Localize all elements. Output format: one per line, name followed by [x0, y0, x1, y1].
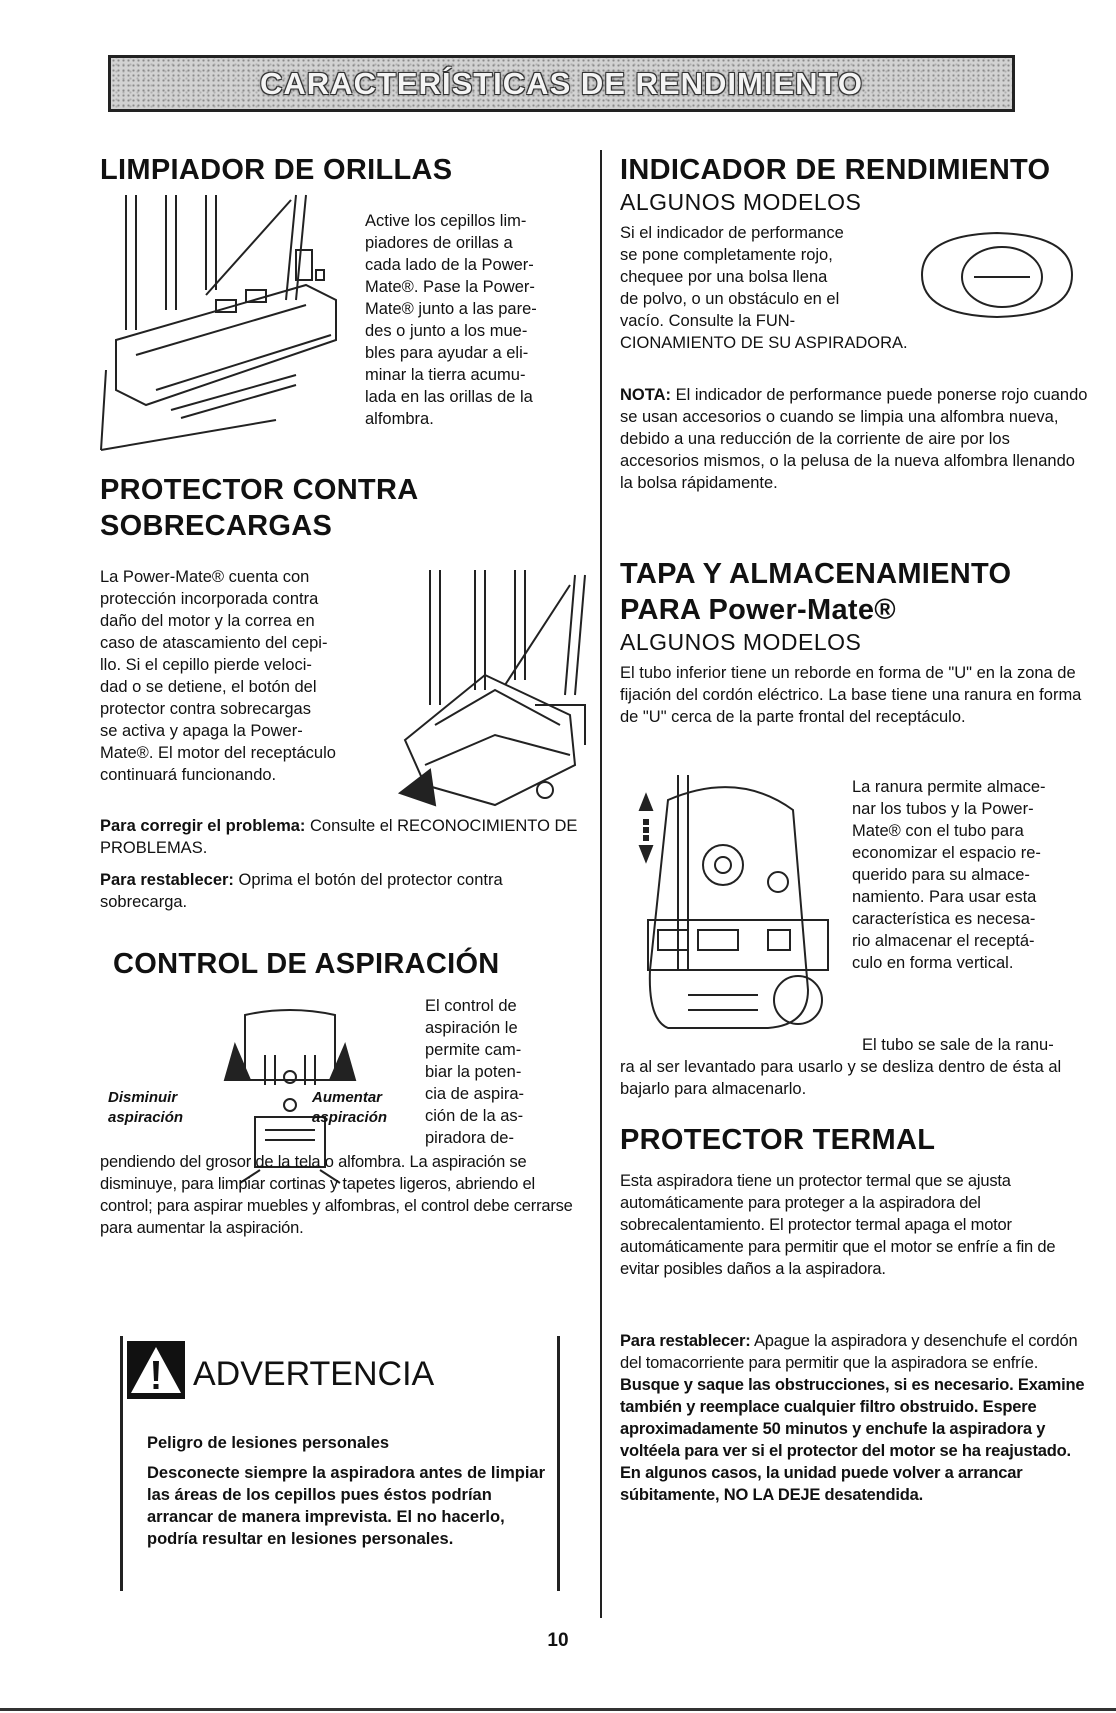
overload-correct-label: Para corregir el problema: — [100, 817, 306, 835]
overload-line: protección incorporada contra — [100, 590, 319, 608]
storage-tail-rest — [620, 1056, 1090, 1100]
thermal-text — [620, 1170, 1080, 1280]
warning-box — [120, 1336, 560, 1591]
overload-line: Mate®. El motor del receptáculo — [100, 744, 336, 762]
warning-title: ADVERTENCIA — [193, 1355, 435, 1393]
thermal-section — [620, 1122, 1100, 1158]
overload-line: llo. Si el cepillo pierde veloci- — [100, 656, 312, 674]
edge-cleaner-line: Active los cepillos lim- — [365, 212, 527, 230]
indicator-section — [620, 152, 1100, 216]
edge-cleaner-line: bles para ayudar a eli- — [365, 344, 529, 362]
indicator-note-paragraph — [620, 384, 1090, 494]
suction-text — [425, 995, 590, 1149]
edge-cleaner-line: piadores de orillas a — [365, 234, 513, 252]
suction-heading: CONTROL DE ASPIRACIÓN — [113, 948, 500, 980]
overload-line: protector contra sobrecargas — [100, 700, 311, 718]
storage-line: nar los tubos y la Power- — [852, 800, 1034, 818]
edge-cleaner-line: des o junto a los mue- — [365, 322, 528, 340]
storage-line: culo en forma vertical. — [852, 954, 1014, 972]
edge-cleaner-section — [100, 152, 590, 188]
suction-line: ción de la as- — [425, 1107, 524, 1125]
storage-heading-line2: PARA Power-Mate® — [620, 594, 896, 626]
suction-section — [113, 946, 593, 982]
storage-intro — [620, 662, 1090, 728]
thermal-reset-bold: Busque y saque las obstrucciones, si es necesario. Examine también y reemplace cualquier filtro obstruido. Espere aproximadamente 50 minutos y enchufe la aspiradora y voltéela para ver si el protector del motor se ha reajustado. En algunos casos, la unidad puede volver a arrancar súbitamente, NO LA DEJE desatendida. — [620, 1376, 1085, 1504]
storage-section — [620, 556, 1100, 656]
suction-line: biar la poten- — [425, 1063, 522, 1081]
thermal-heading: PROTECTOR TERMAL — [620, 1124, 936, 1156]
increase-caption-line: Aumentar — [312, 1089, 383, 1106]
edge-cleaner-line: lada en las orillas de la — [365, 388, 533, 406]
overload-heading-line1: PROTECTOR CONTRA — [100, 474, 419, 506]
suction-text-rest — [100, 1151, 590, 1239]
storage-subheading: ALGUNOS MODELOS — [620, 629, 862, 655]
increase-caption-line: aspiración — [312, 1109, 388, 1126]
thermal-reset-label: Para restablecer: — [620, 1332, 751, 1350]
storage-illustration — [628, 770, 838, 1040]
storage-line: economizar el espacio re- — [852, 844, 1041, 862]
edge-cleaner-heading: LIMPIADOR DE ORILLAS — [100, 154, 453, 186]
overload-heading-line2: SOBRECARGAS — [100, 510, 333, 542]
storage-heading-line1: TAPA Y ALMACENAMIENTO — [620, 558, 1012, 590]
overload-actions — [100, 815, 590, 913]
overload-correct-text: Consulte el RECONOCIMIENTO DE PROBLEMAS. — [100, 817, 578, 857]
page-banner — [108, 55, 1015, 112]
indicator-line: de polvo, o un obstáculo en el — [620, 290, 840, 308]
indicator-subheading: ALGUNOS MODELOS — [620, 189, 862, 215]
overload-line: se activa y apaga la Power- — [100, 722, 303, 740]
storage-tail-rest-text: ra al ser levantado para usarlo y se desliza dentro de ésta al bajarlo para almacenarlo. — [620, 1058, 1062, 1098]
overload-line: dad o se detiene, el botón del — [100, 678, 317, 696]
overload-reset — [100, 869, 590, 913]
thermal-reset-text: Apague la aspiradora y desenchufe el cordón del tomacorriente para permitir que la aspiradora se enfríe. — [620, 1332, 1078, 1372]
warning-subtitle: Peligro de lesiones personales — [147, 1434, 390, 1452]
suction-line: piradora de- — [425, 1129, 514, 1147]
page-bottom-rule — [0, 1708, 1116, 1711]
banner-title: CARACTERÍSTICAS DE RENDIMIENTO — [260, 65, 863, 101]
indicator-line: chequee por una bolsa llena — [620, 268, 828, 286]
storage-line: querido para su almace- — [852, 866, 1030, 884]
overload-reset-label: Para restablecer: — [100, 871, 234, 889]
indicator-note-label: NOTA: — [620, 386, 672, 404]
suction-line: El control de — [425, 997, 517, 1015]
edge-cleaner-text — [365, 210, 590, 430]
indicator-note-text: El indicador de performance puede ponerse rojo cuando se usan accesorios o cuando se limpia una alfombra nueva, debido a una reducción de la corriente de aire por los accesorios mismos, o la pelusa de la nueva alfombra llenando la bolsa rápidamente. — [620, 386, 1088, 492]
overload-text — [100, 566, 400, 786]
page-number: 10 — [547, 1630, 569, 1651]
increase-caption — [312, 1088, 387, 1128]
overload-illustration — [395, 565, 595, 815]
decrease-caption-line: aspiración — [108, 1109, 184, 1126]
warning-triangle-icon — [127, 1341, 185, 1404]
storage-tail-first-text: El tubo se sale de la ranu- — [862, 1036, 1054, 1054]
edge-cleaner-line: alfombra. — [365, 410, 434, 428]
storage-text — [852, 776, 1092, 974]
edge-cleaner-line: Mate®. Pase la Power- — [365, 278, 535, 296]
overload-line: daño del motor y la correa en — [100, 612, 315, 630]
suction-rest: pendiendo del grosor de la tela o alfombra. La aspiración se disminuye, para limpiar cortinas y tapetes ligeros, abriendo el control; para aspirar muebles y alfombras, el control debe cerrarse para aumentar la aspiración. — [100, 1153, 573, 1237]
edge-cleaner-line: minar la tierra acumu- — [365, 366, 526, 384]
indicator-line: CIONAMIENTO DE SU ASPIRADORA. — [620, 334, 908, 352]
overload-line: La Power-Mate® cuenta con — [100, 568, 310, 586]
overload-reset-text: Oprima el botón del protector contra sobrecarga. — [100, 871, 503, 911]
indicator-heading: INDICADOR DE RENDIMIENTO — [620, 154, 1051, 186]
indicator-line: se pone completamente rojo, — [620, 246, 833, 264]
indicator-note — [620, 384, 1090, 494]
overload-line: continuará funcionando. — [100, 766, 277, 784]
storage-line: La ranura permite almace- — [852, 778, 1046, 796]
storage-line: namiento. Para usar esta — [852, 888, 1037, 906]
storage-line: característica es necesa- — [852, 910, 1036, 928]
column-divider — [600, 150, 602, 1618]
performance-indicator-icon — [912, 225, 1082, 325]
suction-line: aspiración le — [425, 1019, 518, 1037]
overload-line: caso de atascamiento del cepi- — [100, 634, 328, 652]
suction-line: permite cam- — [425, 1041, 522, 1059]
overload-correct — [100, 815, 590, 859]
edge-cleaner-line: Mate® junto a las pare- — [365, 300, 537, 318]
storage-intro-text: El tubo inferior tiene un reborde en forma de "U" en la zona de fijación del cordón eléctrico. La base tiene una ranura en forma de "U" cerca de la parte frontal del receptáculo. — [620, 664, 1082, 726]
indicator-line: vacío. Consulte la FUN- — [620, 312, 796, 330]
storage-line: Mate® con el tubo para — [852, 822, 1024, 840]
thermal-reset-paragraph — [620, 1330, 1090, 1506]
thermal-reset — [620, 1330, 1090, 1506]
indicator-line: Si el indicador de performance — [620, 224, 844, 242]
edge-cleaner-line: cada lado de la Power- — [365, 256, 534, 274]
decrease-caption — [108, 1088, 183, 1128]
overload-section — [100, 472, 590, 544]
decrease-caption-line: Disminuir — [108, 1089, 178, 1106]
storage-tail-first — [862, 1034, 1092, 1056]
storage-line: rio almacenar el receptá- — [852, 932, 1035, 950]
thermal-paragraph: Esta aspiradora tiene un protector termal que se ajusta automáticamente para proteger a la aspiradora del sobrecalentamiento. El protector termal apaga el motor automáticamente para permitir que el motor se enfríe a fin de evitar posibles daños a la aspiradora. — [620, 1172, 1056, 1278]
suction-line: cia de aspira- — [425, 1085, 525, 1103]
edge-cleaner-illustration — [96, 190, 346, 460]
warning-body: Desconecte siempre la aspiradora antes de limpiar las áreas de los cepillos pues éstos podrían arrancar de manera imprevista. El no hacerlo, podría resultar en lesiones personales. — [147, 1464, 546, 1548]
